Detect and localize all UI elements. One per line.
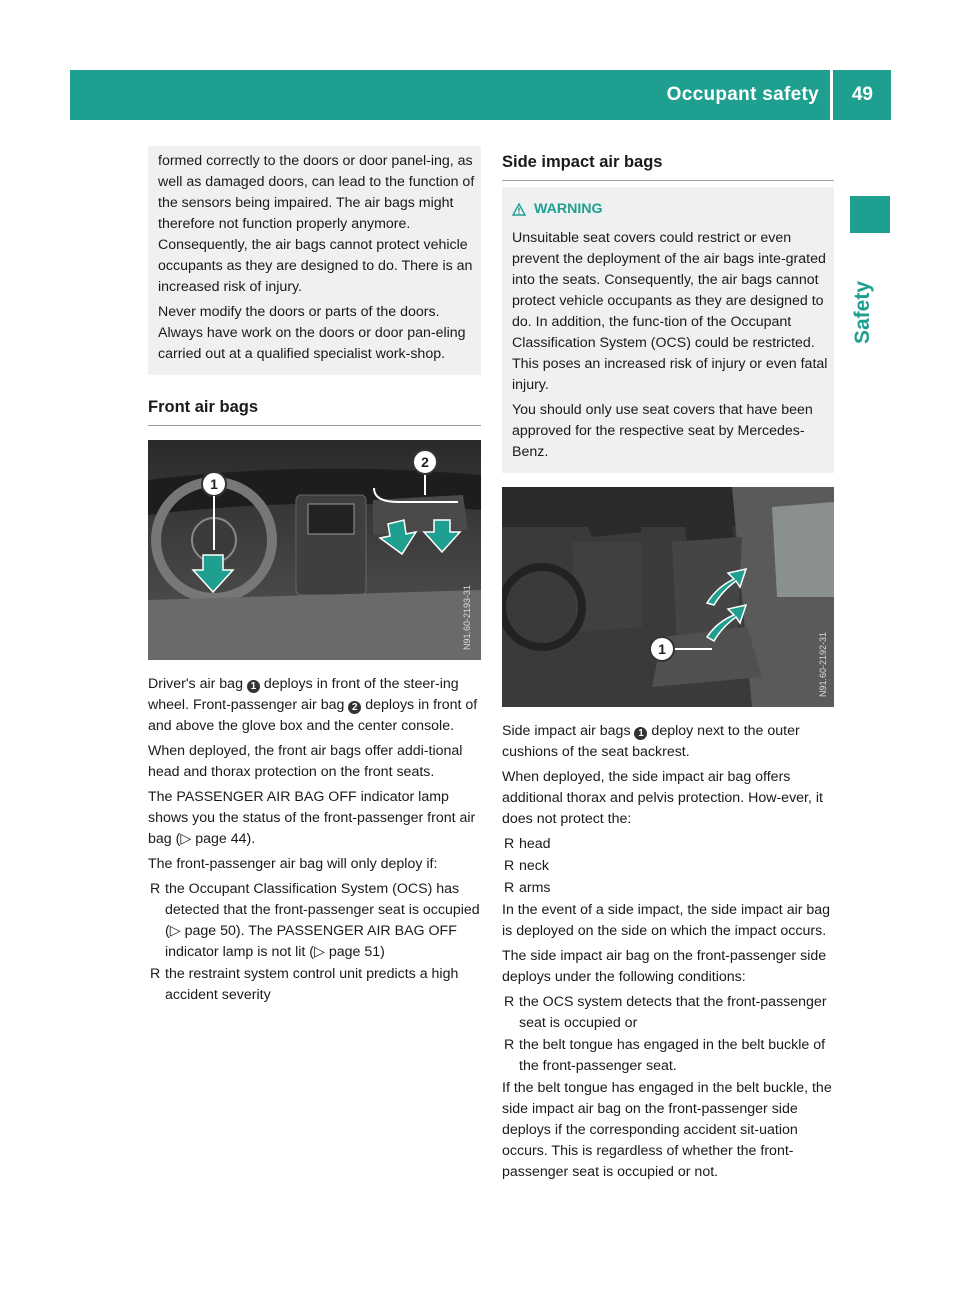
list-item-text: the belt tongue has engaged in the belt buckle of the front-passenger seat. [519,1037,826,1074]
warning-text: formed correctly to the doors or door panel-ing, as well as damaged doors, can lead to the function of the sensors being impaired. The air bags might therefore not function properly anymore. Consequently, the air bags cannot protect vehicle occupants as they are designed to do. There is an increased risk of injury. [158,153,475,295]
list-item [148,964,481,1006]
section-title-side-impact-air-bags: Side impact air bags [502,152,834,181]
deploy-conditions-list [502,992,834,1077]
list-item-text: neck [519,858,549,874]
side-tab-marker [850,196,890,233]
list-item-text: head [519,836,551,852]
bullet: R [504,1037,515,1053]
bullet: R [150,881,161,897]
bullet: R [504,858,515,874]
bullet: R [504,880,515,896]
not-protected-list [502,834,834,899]
seat-illustration [502,487,834,707]
callout-1-inline: 1 [247,680,260,693]
list-item-text: arms [519,880,551,896]
text-run: Driver's air bag [148,676,247,692]
warning-triangle-icon [512,203,526,216]
side-airbag-description [502,721,834,763]
callout-1-label: 1 [210,476,218,492]
figure-code: N91.60-2193-31 [462,584,472,650]
warning-box [502,187,834,473]
callout-2-inline: 2 [348,701,361,714]
list-item [148,879,481,963]
list-item-text: the Occupant Classification System (OCS) has detected that the front-passenger seat is occupied (▷ page 50). The PASSENGER AIR BAG OFF indicator lamp is not lit (▷ page 51) [165,881,480,960]
text-run: deploys in front of and above the glove box and the center console. [148,697,478,734]
list-item [502,992,834,1034]
list-item [502,856,834,877]
list-item-text: the OCS system detects that the front-passenger seat is occupied or [519,994,827,1031]
warning-box-continued [148,146,481,375]
paragraph: The side impact air bag on the front-passenger side deploys under the following conditions: [502,948,827,985]
left-column [148,146,481,1007]
paragraph: The front-passenger air bag will only deploy if: [148,856,438,872]
paragraph: In the event of a side impact, the side impact air bag is deployed on the side on which the impact occurs. [502,902,831,939]
callout-2-label: 2 [421,454,429,470]
header-bar [70,70,891,120]
side-airbag-figure [502,487,834,707]
list-item [502,834,834,855]
paragraph: When deployed, the front air bags offer addi-tional head and thorax protection on the front seats. [148,743,463,780]
bullet: R [150,966,161,982]
paragraph: When deployed, the side impact air bag offers additional thorax and pelvis protection. How-ever, it does not protect the: [502,769,823,827]
bullet: R [504,994,515,1010]
deploy-conditions-list [148,879,481,1006]
dashboard-illustration [148,440,481,660]
callout-1-label: 1 [658,641,666,657]
warning-header [512,199,829,220]
front-airbag-description [148,674,481,737]
text-run: deploys in front of the steer-ing wheel. Front-passenger air bag [148,676,459,713]
bullet: R [504,836,515,852]
text-run: deploy next to the outer cushions of the seat backrest. [502,723,800,760]
page-section-title: Occupant safety [666,84,819,105]
text-run: Side impact air bags [502,723,635,739]
paragraph: The PASSENGER AIR BAG OFF indicator lamp shows you the status of the front-passenger front air bag (▷ page 44). [148,789,476,847]
warning-label: WARNING [534,201,603,217]
right-column [502,152,834,1187]
side-tab-label: Safety [851,280,874,344]
list-item-text: the restraint system control unit predicts a high accident severity [165,966,459,1003]
paragraph: If the belt tongue has engaged in the belt buckle, the side impact air bag on the front-passenger side deploys if the corresponding accident sit-uation occurs. This is regardless of whether the front-passenger seat is occupied or not. [502,1080,832,1180]
list-item [502,1035,834,1077]
warning-text: Never modify the doors or parts of the doors. Always have work on the doors or door pan-eling carried out at a qualified specialist work-shop. [158,304,466,362]
front-airbag-figure [148,440,481,660]
section-title-front-air-bags: Front air bags [148,397,481,426]
list-item [502,878,834,899]
warning-text: You should only use seat covers that have been approved for the respective seat by Mercedes-Benz. [512,402,813,460]
warning-text: Unsuitable seat covers could restrict or even prevent the deployment of the air bags inte-grated into the seats. Consequently, the air bags cannot protect vehicle occupants as they are designed to do. In addition, the func-tion of the Occupant Classification System (OCS) could be restricted. This poses an increased risk of injury or even fatal injury. [512,230,828,393]
page-number: 49 [851,84,873,105]
figure-code: N91.60-2192-31 [818,631,828,697]
header-divider [830,70,833,120]
callout-1-inline: 1 [634,727,647,740]
